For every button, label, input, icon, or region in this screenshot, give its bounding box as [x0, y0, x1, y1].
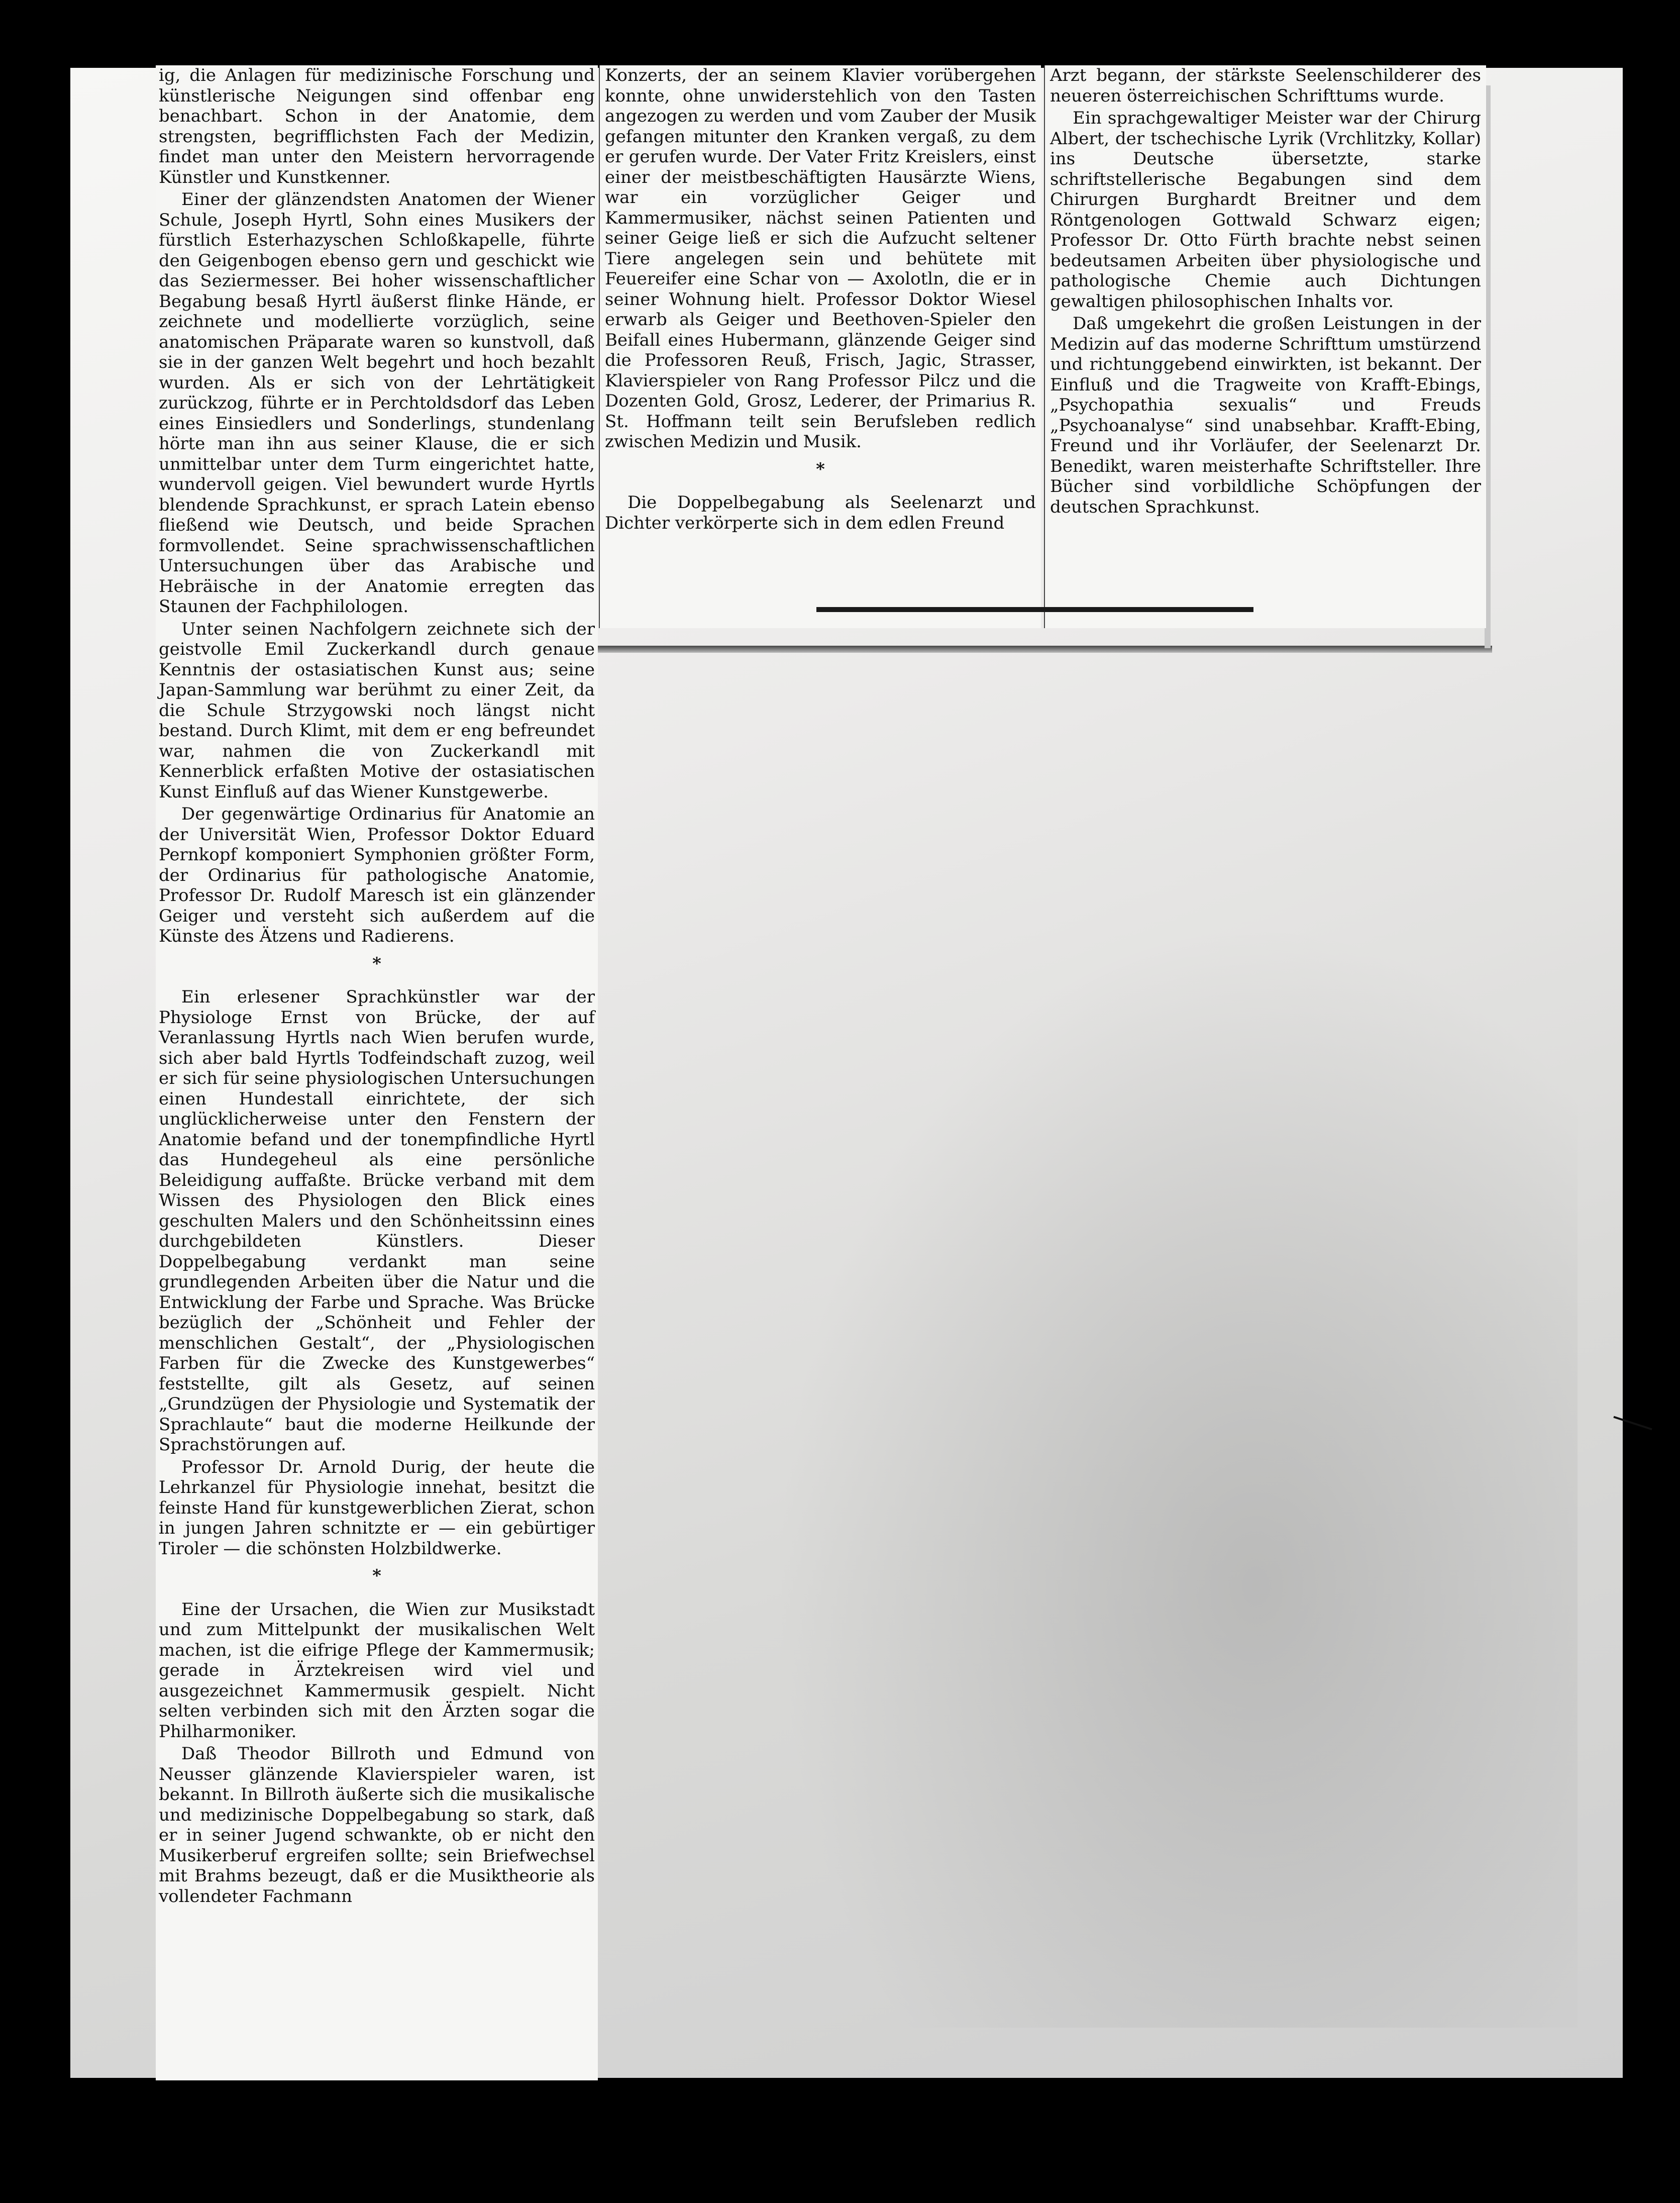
- column-1-paragraphs-2: [159, 987, 595, 1559]
- article-paragraph: Eine der Ursachen, die Wien zur Musikstadt und zum Mittelpunkt der musikalischen Welt machen, ist die eifrige Pflege der Kammermusik; gerade in Ärztekreisen wird viel und ausgezeichnet Kammermusik gespielt. Nicht selten verbinden sich mit den Ärzten sogar die Philharmoniker.: [159, 1599, 595, 1742]
- section-divider-star: *: [816, 459, 825, 479]
- article-paragraph: Konzerts, der an seinem Klavier vorübergehen konnte, ohne unwiderstehlich von den Tasten angezogen zu werden und vom Zauber der Musik gefangen mitunter den Kranken vergaß, zu dem er gerufen wurde. Der Vater Fritz Kreislers, einst einer der meistbeschäftigten Hausärzte Wiens, war ein vorzüglicher Geiger und Kammermusiker, nächst seinen Patienten und seiner Geige ließ er sich die Aufzucht seltener Tiere angelegen sein und behütete mit Feuereifer eine Schar von — Axolotln, die er in seiner Wohnung hielt. Professor Doktor Wiesel erwarb als Geiger und Beethoven-Spieler den Beifall eines Hubermann, glänzende Geiger sind die Professoren Reuß, Frisch, Jagic, Strasser, Klavierspieler von Rang Professor Pilcz und die Dozenten Gold, Grosz, Lederer, der Primarius R. St. Hoffmann teilt sein Berufsleben redlich zwischen Medizin und Musik.: [605, 65, 1036, 452]
- column-2-paragraphs-2: [605, 492, 1036, 533]
- article-paragraph: Der gegenwärtige Ordinarius für Anatomie an der Universität Wien, Professor Doktor Eduard Pernkopf komponiert Symphonien größter Form, der Ordinarius für pathologische Anatomie, Professor Dr. Rudolf Maresch ist ein glänzender Geiger und versteht sich außerdem auf die Künste des Ätzens und Radierens.: [159, 804, 595, 946]
- article-column-2: [599, 65, 1041, 628]
- article-paragraph: Unter seinen Nachfolgern zeichnete sich der geistvolle Emil Zuckerkandl durch genaue Kenntnis der ostasiatischen Kunst aus; seine Japan-Sammlung war berühmt zu einer Zeit, da die Schule Strzygowski noch längst nicht bestand. Durch Klimt, mit dem er eng befreundet war, nahmen die von Zuckerkandl mit Kennerblick erfaßten Motive der ostasiatischen Kunst Einfluß auf das Wiener Kunstgewerbe.: [159, 619, 595, 802]
- article-paragraph: Die Doppelbegabung als Seelenarzt und Dichter verkörperte sich in dem edlen Freund: [605, 492, 1036, 533]
- article-paragraph: Ein sprachgewaltiger Meister war der Chirurg Albert, der tschechische Lyrik (Vrchlitzky, Kollar) ins Deutsche übersetzte, starke schriftstellerische Begabungen sind dem Chirurgen Burghardt Breitner und dem Röntgenologen Gottwald Schwarz eigen; Professor Dr. Otto Fürth brachte nebst seinen bedeutsamen Arbeiten über physiologische und pathologische Chemie auch Dichtungen gewaltigen philosophischen Inhalts vor.: [1050, 108, 1481, 312]
- section-divider-star: *: [372, 1566, 381, 1586]
- article-paragraph: Daß umgekehrt die großen Leistungen in der Medizin auf das moderne Schrifttum umstürzend und richtunggebend einwirkten, ist bekannt. Der Einfluß und die Tragweite von Krafft-Ebings, „Psychopathia sexualis“ und Freuds „Psychoanalyse“ sind unabsehbar. Krafft-Ebing, Freund und ihr Vorläufer, der Seelenarzt Dr. Benedikt, waren meisterhafte Schriftsteller. Ihre Bücher sind vorbildliche Schöpfungen der deutschen Sprachkunst.: [1050, 314, 1481, 517]
- article-paragraph: Arzt begann, der stärkste Seelenschilderer des neueren österreichischen Schrifttums wurde.: [1050, 65, 1481, 106]
- article-column-3: [1044, 65, 1486, 628]
- article-paragraph: Ein erlesener Sprachkünstler war der Physiologe Ernst von Brücke, der auf Veranlassung Hyrtls nach Wien berufen wurde, sich aber bald Hyrtls Todfeindschaft zuzog, weil er sich für seine physiologischen Untersuchungen einen Hundestall einrichtete, der sich unglücklicherweise unter den Fenstern der Anatomie befand und der tonempfindliche Hyrtl das Hundegeheul als eine persönliche Beleidigung auffaßte. Brücke verband mit dem Wissen des Physiologen den Blick eines geschulten Malers und den Schönheitssinn eines durchgebildeten Künstlers. Dieser Doppelbegabung verdankt man seine grundlegenden Arbeiten über die Natur und die Entwicklung der Farbe und Sprache. Was Brücke bezüglich der „Schönheit und Fehler der menschlichen Gestalt“, der „Physiologischen Farben für die Zwecke des Kunstgewerbes“ feststellte, gilt als Gesetz, auf seinen „Grundzügen der Physiologie und Systematik der Sprachlaute“ baut die moderne Heilkunde der Sprachstörungen auf.: [159, 987, 595, 1455]
- clipping-edge-shadow: [573, 646, 1492, 653]
- column-3-paragraphs: [1050, 65, 1481, 517]
- paper-stain: [774, 922, 1578, 2028]
- article-paragraph: Daß Theodor Billroth und Edmund von Neusser glänzende Klavierspieler waren, ist bekannt. In Billroth äußerte sich die musikalische und medizinische Doppelbegabung so stark, daß er in seiner Jugend schwankte, ob er nicht den Musikerberuf ergreifen sollte; sein Briefwechsel mit Brahms bezeugt, daß er die Musiktheorie als vollendeter Fachmann: [159, 1744, 595, 1907]
- column-1-paragraphs-3: [159, 1599, 595, 1907]
- column-2-paragraphs: [605, 65, 1036, 452]
- column-1-paragraphs: [159, 65, 595, 947]
- article-paragraph: ig, die Anlagen für medizinische Forschung und künstlerische Neigungen sind offenbar eng benachbart. Schon in der Anatomie, dem strengsten, begrifflichsten Fach der Medizin, findet man unter den Meistern hervorragende Künstler und Kunstkenner.: [159, 65, 595, 187]
- end-rule: [816, 607, 1253, 612]
- article-paragraph: Einer der glänzendsten Anatomen der Wiener Schule, Joseph Hyrtl, Sohn eines Musikers der fürstlich Esterhazyschen Schloßkapelle, führte den Geigenbogen ebenso gern und geschickt wie das Seziermesser. Bei hoher wissenschaftlicher Begabung besaß Hyrtl äußerst flinke Hände, er zeichnete und modellierte vorzüglich, seine anatomischen Präparate waren so kunstvoll, daß sie in der ganzen Welt begehrt und hoch bezahlt wurden. Als er sich von der Lehrtätigkeit zurückzog, führte er in Perchtoldsdorf das Leben eines Einsiedlers und Sonderlings, stundenlang hörte man ihn aus seiner Klause, die er sich unmittelbar unter dem Turm eingerichtet hatte, wundervoll geigen. Viel bewundert wurde Hyrtls blendende Sprachkunst, er sprach Latein ebenso fließend wie Deutsch, und beide Sprachen formvollendet. Seine sprachwissenschaftlichen Untersuchungen über das Arabische und Hebräische in der Anatomie erregten das Staunen der Fachphilologen.: [159, 189, 595, 617]
- section-divider-star: *: [372, 953, 381, 974]
- article-paragraph: Professor Dr. Arnold Durig, der heute die Lehrkanzel für Physiologie innehat, besitzt die feinste Hand für kunstgewerblichen Zierat, schon in jungen Jahren schnitzte er — ein gebürtiger Tiroler — die schönsten Holzbildwerke.: [159, 1457, 595, 1559]
- article-column-1: [156, 65, 598, 2080]
